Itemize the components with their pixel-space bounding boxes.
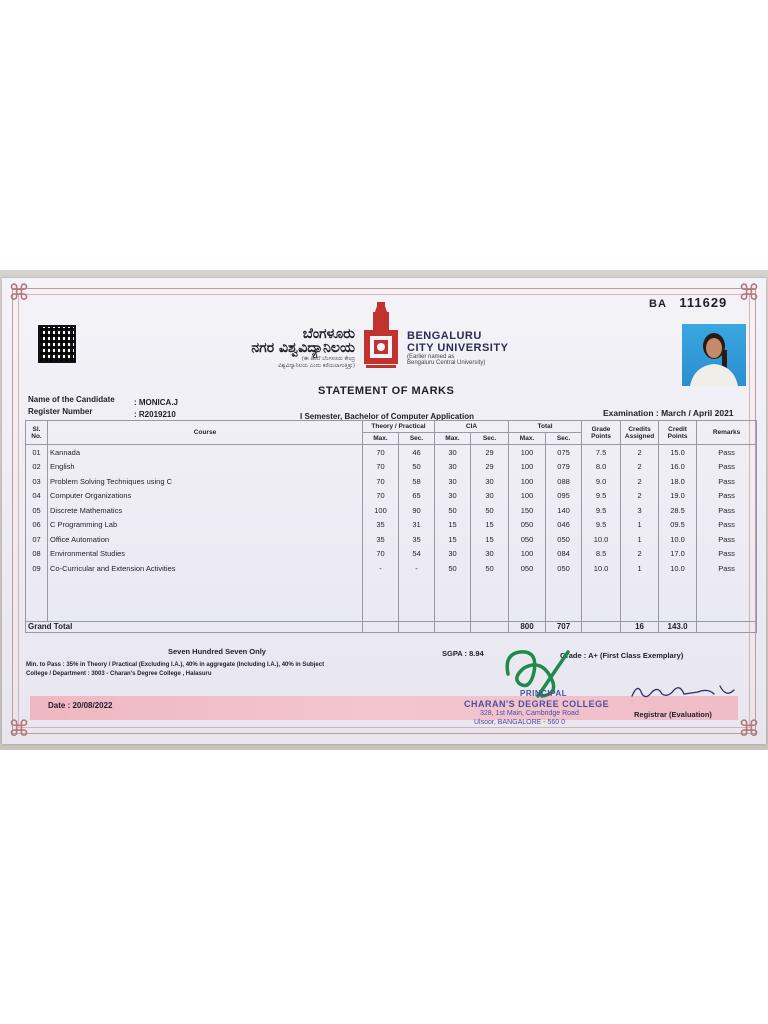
credits-assigned: 3 (621, 503, 659, 518)
total-in-words: Seven Hundred Seven Only (168, 647, 266, 656)
serial-prefix: BA (649, 298, 667, 310)
remarks: Pass (697, 503, 757, 518)
course-name: Kannada (48, 445, 363, 460)
credits-assigned: 1 (621, 532, 659, 547)
col-theory-max: Max. (363, 433, 399, 445)
cia-secured: 50 (471, 503, 509, 518)
total-max: 050 (509, 518, 546, 533)
table-row (26, 503, 757, 518)
grade-points: 9.5 (582, 503, 621, 518)
remarks: Pass (697, 547, 757, 562)
total-secured: 046 (546, 518, 582, 533)
table-row (26, 561, 757, 576)
cia-secured: 30 (471, 474, 509, 489)
table-row (26, 460, 757, 475)
candidate-name-label: Name of the Candidate (28, 395, 115, 404)
grade-points: 8.5 (582, 547, 621, 562)
credits-assigned: 2 (621, 460, 659, 475)
credit-points: 10.0 (659, 561, 697, 576)
col-cia: CIA (435, 421, 509, 433)
theory-secured: 65 (399, 489, 435, 504)
theory-secured: - (399, 561, 435, 576)
total-secured: 050 (546, 561, 582, 576)
total-max: 100 (509, 489, 546, 504)
remarks: Pass (697, 445, 757, 460)
examination-session: Examination : March / April 2021 (603, 408, 734, 418)
cia-secured: 15 (471, 518, 509, 533)
course-name: English (48, 460, 363, 475)
candidate-name-value: : MONICA.J (134, 398, 178, 407)
theory-secured: 50 (399, 460, 435, 475)
cia-max: 30 (435, 445, 471, 460)
table-spacer-row (26, 576, 757, 622)
course-name: Environmental Studies (48, 547, 363, 562)
credits-assigned: 1 (621, 518, 659, 533)
grade-points: 10.0 (582, 561, 621, 576)
sgpa: SGPA : 8.94 (442, 649, 484, 658)
grand-total-secured: 707 (546, 621, 582, 632)
total-secured: 084 (546, 547, 582, 562)
theory-secured: 31 (399, 518, 435, 533)
principal-stamp-line1: PRINCIPAL (520, 689, 568, 698)
cia-secured: 29 (471, 460, 509, 475)
col-theory: Theory / Practical (363, 421, 435, 433)
remarks: Pass (697, 489, 757, 504)
kannada-name-line2: ನಗರ ವಿಶ್ವವಿದ್ಯಾನಿಲಯ (251, 340, 355, 356)
theory-secured: 46 (399, 445, 435, 460)
remarks: Pass (697, 532, 757, 547)
theory-secured: 54 (399, 547, 435, 562)
table-row (26, 445, 757, 460)
grand-total-label: Grand Total (26, 621, 363, 632)
marks-table-body (26, 445, 757, 633)
candidate-photo (682, 324, 746, 386)
table-row (26, 518, 757, 533)
remarks: Pass (697, 474, 757, 489)
table-row (26, 547, 757, 562)
col-credits: Credits Assigned (621, 421, 659, 445)
sl-no: 01 (26, 445, 48, 460)
col-cia-max: Max. (435, 433, 471, 445)
cia-secured: 50 (471, 561, 509, 576)
kannada-sub-line1: (ಈ ಹಿಂದೆ ಬೆಂಗಳೂರು ಕೇಂದ್ರ (301, 356, 355, 362)
kannada-sub-line2: ವಿಶ್ವವಿದ್ಯಾನಿಲಯ ಎಂದು ಕರೆಯಲಾಗುತ್ತಿತ್ತು) (278, 363, 355, 369)
table-header-row (26, 421, 757, 433)
credit-points: 19.0 (659, 489, 697, 504)
serial-value: 111629 (679, 295, 728, 310)
sl-no: 04 (26, 489, 48, 504)
cia-max: 50 (435, 503, 471, 518)
total-max: 100 (509, 445, 546, 460)
principal-stamp-line4: Ulsoor, BANGALORE - 560 0 (474, 719, 566, 726)
theory-secured: 58 (399, 474, 435, 489)
course-name: Problem Solving Techniques using C (48, 474, 363, 489)
total-secured: 075 (546, 445, 582, 460)
grade-points: 8.0 (582, 460, 621, 475)
marks-table (25, 420, 757, 633)
college-department: College / Department : 3003 - Charan's Degree College , Halasuru (26, 671, 212, 677)
theory-max: 70 (363, 547, 399, 562)
credit-points: 10.0 (659, 532, 697, 547)
theory-max: 70 (363, 460, 399, 475)
corner-ornament-icon: ⌘ (8, 280, 30, 305)
english-name-line2: CITY UNIVERSITY (407, 342, 509, 354)
table-row (26, 489, 757, 504)
table-row (26, 474, 757, 489)
theory-max: 70 (363, 474, 399, 489)
theory-max: 70 (363, 489, 399, 504)
col-remarks: Remarks (697, 421, 757, 445)
grand-total-row (26, 621, 757, 632)
kannada-name-line1: ಬೆಂಗಳೂರು (302, 326, 355, 342)
credit-points: 28.5 (659, 503, 697, 518)
sl-no: 03 (26, 474, 48, 489)
grade-points: 9.0 (582, 474, 621, 489)
corner-ornament-icon: ⌘ (738, 280, 760, 305)
course-name: C Programming Lab (48, 518, 363, 533)
credit-points: 16.0 (659, 460, 697, 475)
course-name: Office Automation (48, 532, 363, 547)
remarks: Pass (697, 460, 757, 475)
document-title: STATEMENT OF MARKS (318, 385, 455, 397)
grand-total-max: 800 (509, 621, 546, 632)
col-total-sec: Sec. (546, 433, 582, 445)
register-number-value: : R2019210 (134, 410, 176, 419)
english-name-line1: BENGALURU (407, 330, 482, 342)
sl-no: 07 (26, 532, 48, 547)
credit-points: 09.5 (659, 518, 697, 533)
registrar-signature-icon (628, 680, 740, 702)
total-max: 150 (509, 503, 546, 518)
table-row (26, 532, 757, 547)
col-sl: Sl. No. (26, 421, 48, 445)
theory-max: 70 (363, 445, 399, 460)
sl-no: 08 (26, 547, 48, 562)
credits-assigned: 2 (621, 445, 659, 460)
cia-max: 30 (435, 460, 471, 475)
corner-ornament-icon: ⌘ (8, 716, 30, 741)
col-theory-sec: Sec. (399, 433, 435, 445)
theory-max: 35 (363, 532, 399, 547)
principal-stamp-line3: 328, 1st Main, Cambridge Road (480, 710, 579, 717)
qr-code (38, 325, 76, 363)
total-max: 100 (509, 547, 546, 562)
total-secured: 095 (546, 489, 582, 504)
theory-max: 100 (363, 503, 399, 518)
cia-secured: 15 (471, 532, 509, 547)
total-secured: 079 (546, 460, 582, 475)
course-name: Co-Curricular and Extension Activities (48, 561, 363, 576)
issue-date: Date : 20/08/2022 (48, 701, 113, 710)
cia-max: 15 (435, 532, 471, 547)
col-cia-sec: Sec. (471, 433, 509, 445)
cia-max: 50 (435, 561, 471, 576)
total-max: 050 (509, 532, 546, 547)
credits-assigned: 2 (621, 489, 659, 504)
cia-secured: 30 (471, 547, 509, 562)
remarks: Pass (697, 518, 757, 533)
candidate-portrait-icon (682, 324, 746, 386)
sl-no: 06 (26, 518, 48, 533)
sl-no: 02 (26, 460, 48, 475)
total-max: 050 (509, 561, 546, 576)
cia-max: 30 (435, 474, 471, 489)
corner-ornament-icon: ⌘ (738, 716, 760, 741)
col-grade-points: Grade Points (582, 421, 621, 445)
minimum-pass-note: Min. to Pass : 35% in Theory / Practical (Excluding I.A.), 40% in aggregate (Including I.A.), 40% in Subject (26, 662, 325, 668)
grand-total-credits: 16 (621, 621, 659, 632)
col-total-max: Max. (509, 433, 546, 445)
total-max: 100 (509, 460, 546, 475)
credits-assigned: 1 (621, 561, 659, 576)
col-course: Course (48, 421, 363, 445)
english-sub-line2: Bengaluru Central University) (407, 360, 486, 366)
credit-points: 15.0 (659, 445, 697, 460)
cia-max: 15 (435, 518, 471, 533)
grade-result: Grade : A+ (First Class Exemplary) (560, 651, 684, 660)
remarks: Pass (697, 561, 757, 576)
theory-max: - (363, 561, 399, 576)
course-name: Computer Organizations (48, 489, 363, 504)
theory-secured: 90 (399, 503, 435, 518)
theory-secured: 35 (399, 532, 435, 547)
total-max: 100 (509, 474, 546, 489)
grade-points: 10.0 (582, 532, 621, 547)
university-emblem-icon (362, 300, 400, 370)
cia-max: 30 (435, 547, 471, 562)
total-secured: 050 (546, 532, 582, 547)
cia-secured: 30 (471, 489, 509, 504)
english-sub-line1: (Earlier named as (407, 354, 455, 360)
sl-no: 05 (26, 503, 48, 518)
sl-no: 09 (26, 561, 48, 576)
grade-points: 9.5 (582, 489, 621, 504)
credits-assigned: 2 (621, 474, 659, 489)
grand-total-credit-points: 143.0 (659, 621, 697, 632)
registrar-title: Registrar (Evaluation) (634, 710, 712, 719)
grade-points: 9.5 (582, 518, 621, 533)
university-name-kannada (243, 326, 355, 370)
total-secured: 140 (546, 503, 582, 518)
cia-secured: 29 (471, 445, 509, 460)
serial-number (649, 294, 727, 312)
col-credit-points: Credit Points (659, 421, 697, 445)
credits-assigned: 2 (621, 547, 659, 562)
theory-max: 35 (363, 518, 399, 533)
grade-points: 7.5 (582, 445, 621, 460)
total-secured: 088 (546, 474, 582, 489)
credit-points: 18.0 (659, 474, 697, 489)
principal-stamp-line2: CHARAN'S DEGREE COLLEGE (464, 699, 610, 709)
course-name: Discrete Mathematics (48, 503, 363, 518)
cia-max: 30 (435, 489, 471, 504)
university-name-english (407, 330, 508, 366)
credit-points: 17.0 (659, 547, 697, 562)
register-number-label: Register Number (28, 407, 93, 416)
program-name: I Semester, Bachelor of Computer Application (300, 412, 474, 421)
col-total: Total (509, 421, 582, 433)
